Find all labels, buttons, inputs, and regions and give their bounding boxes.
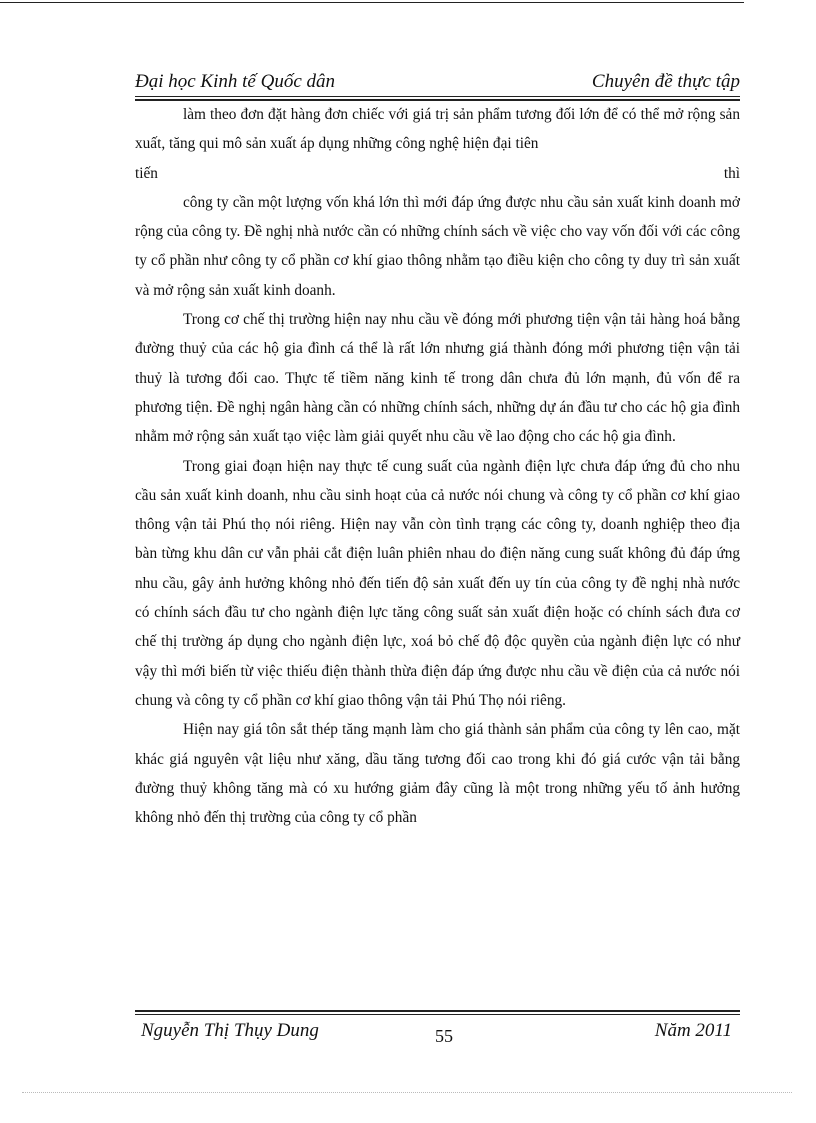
paragraph-2: công ty cần một lượng vốn khá lớn thì mới đáp ứng được nhu cầu sản xuất kinh doanh mở rộng của công ty. Đề nghị nhà nước cần có những chính sách về việc cho vay vốn đối với các công ty cổ phần như công ty cổ phần cơ khí giao thông nhằm tạo điều kiện cho công ty duy trì sản xuất và mở rộng sản xuất kinh doanh.	[135, 193, 740, 299]
bottom-dotted-line	[22, 1092, 792, 1093]
top-edge-rule	[0, 2, 744, 3]
footer-year: Năm 2011	[654, 1020, 732, 1041]
paragraph-1-last-line	[135, 159, 740, 188]
paragraph-1-word-left: tiến	[135, 164, 158, 182]
paragraph-5: Hiện nay giá tôn sắt thép tăng mạnh làm cho giá thành sản phẩm của công ty lên cao, mặt khác giá nguyên vật liệu như xăng, dầu tăng tương đối cao trong khi đó giá cước vận tải bằng đường thuỷ không tăng mà có xu hướng giảm đây cũng là một trong những yếu tố ảnh hưởng không nhỏ đến thị trường của công ty cổ phần	[135, 721, 740, 827]
footer-divider	[135, 1010, 740, 1017]
paragraph-1-word-right: thì	[723, 164, 740, 182]
body-text	[135, 100, 740, 832]
document-page	[135, 68, 740, 1108]
paragraph-4: Trong giai đoạn hiện nay thực tế cung suất của ngành điện lực chưa đáp ứng đủ cho nhu cầu sản xuất kinh doanh, nhu cầu sinh hoạt của cả nước nói chung và công ty cổ phần cơ khí giao thông vận tải Phú thọ nói riêng. Hiện nay vẫn còn tình trạng các công ty, doanh nghiệp theo địa bàn từng khu dân cư vẫn phải cắt điện luân phiên nhau do điện năng cung suất không đủ đáp ứng nhu cầu, gây ảnh hưởng không nhỏ đến tiến độ sản xuất đến uy tín của công ty đề nghị nhà nước có chính sách đầu tư cho ngành điện lực tăng công suất sản xuất điện hoặc có chính sách đưa cơ chế thị trường áp dụng cho ngành điện lực, xoá bỏ chế độ độc quyền của ngành điện lực có như vậy thì mới biến từ việc thiếu điện thành thừa điện đáp ứng được nhu cầu về điện của cả nước nói chung và công ty cổ phần cơ khí giao thông vận tải Phú Thọ nói riêng.	[135, 457, 740, 709]
page-footer	[135, 1018, 740, 1048]
paragraph-1: làm theo đơn đặt hàng đơn chiếc với giá trị sản phẩm tương đối lớn để có thể mở rộng sản xuất, tăng qui mô sản xuất áp dụng những công nghệ hiện đại tiên	[135, 106, 740, 153]
footer-author: Nguyễn Thị Thụy Dung	[141, 1020, 319, 1041]
header-institution: Đại học Kinh tế Quốc dân	[135, 71, 336, 92]
page-number: 55	[435, 1026, 453, 1046]
page-header	[135, 68, 740, 96]
paragraph-3: Trong cơ chế thị trường hiện nay nhu cầu về đóng mới phương tiện vận tải hàng hoá bằng đường thuỷ của các hộ gia đình cá thể là rất lớn nhưng giá thành đóng mới phương tiện vận tải thuỷ là tương đối cao. Thực tế tiềm năng kinh tế trong dân chưa đủ lớn mạnh, đủ vốn để ra phương tiện. Đề nghị ngân hàng cần có những chính sách, những dự án đầu tư cho các hộ gia đình nhằm mở rộng sản xuất tạo việc làm giải quyết nhu cầu về lao động cho các hộ gia đình.	[135, 311, 740, 446]
header-title: Chuyên đề thực tập	[591, 71, 740, 92]
